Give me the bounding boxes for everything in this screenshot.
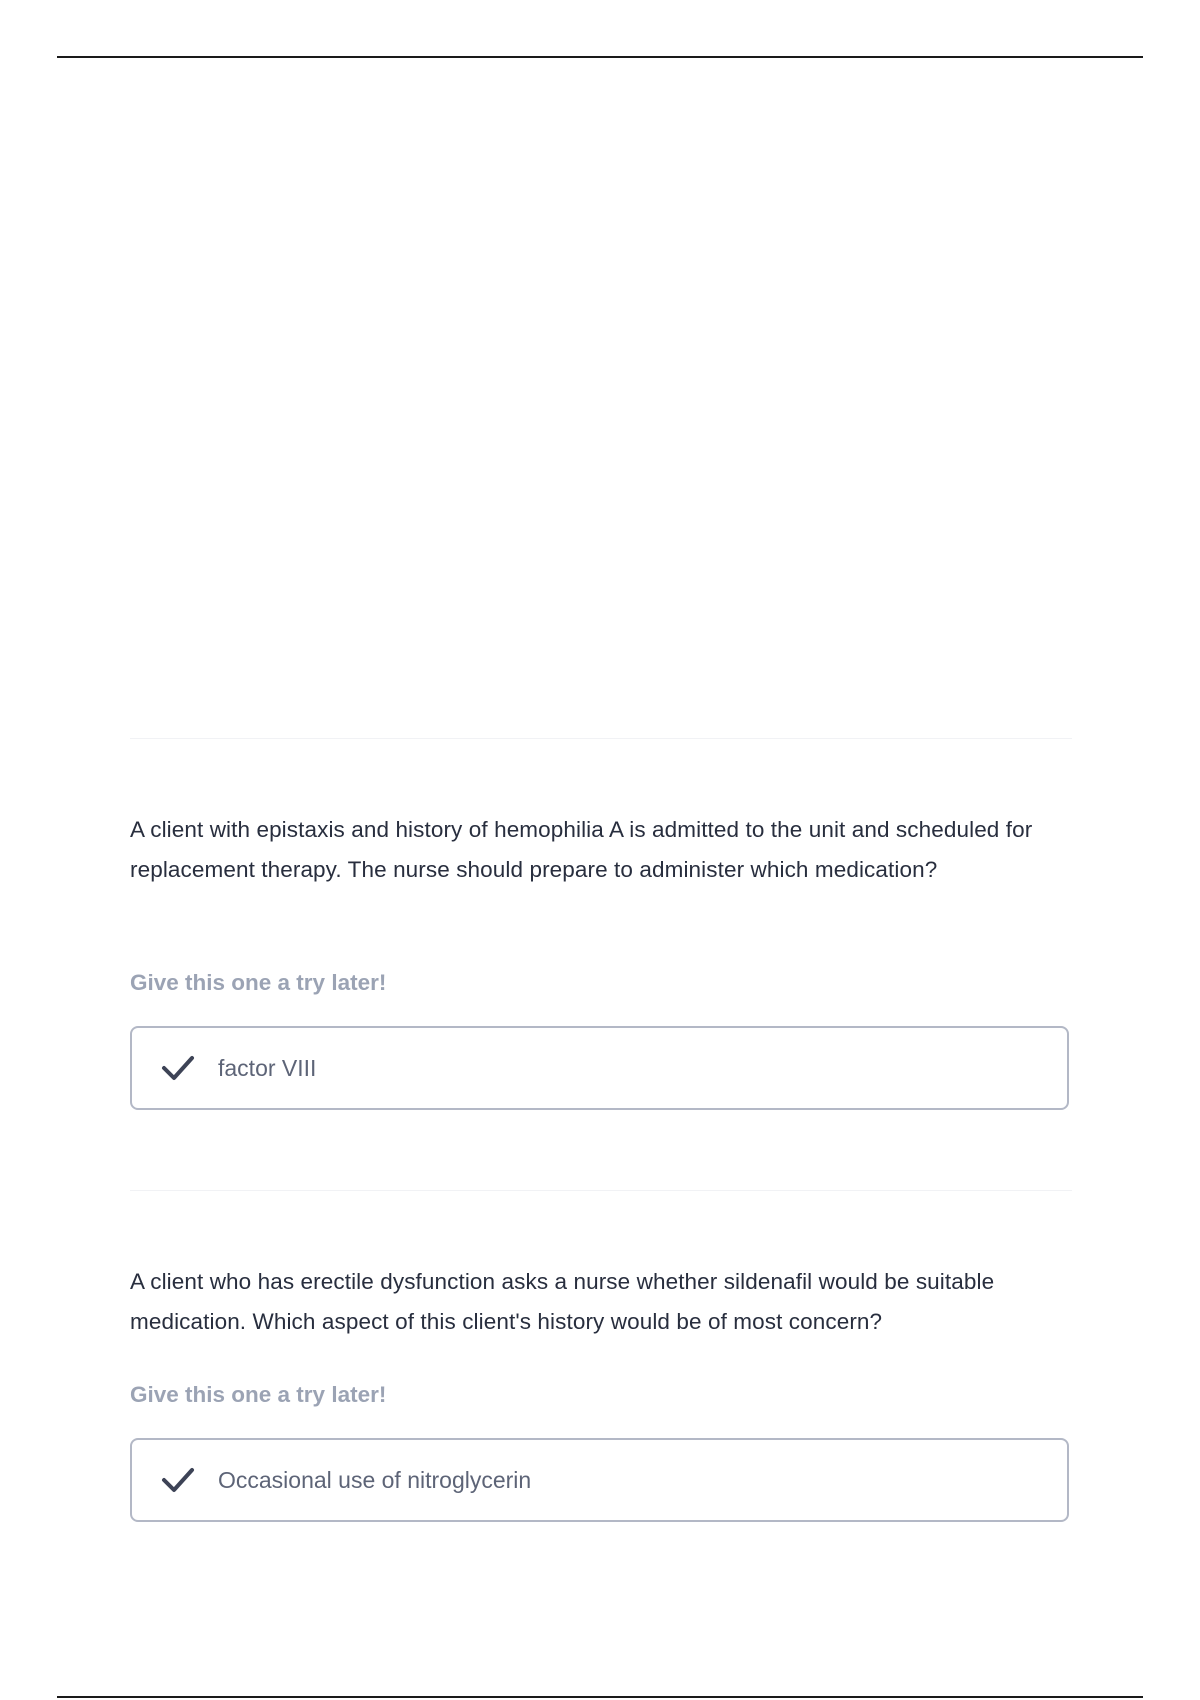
check-icon bbox=[160, 1050, 196, 1086]
section-divider bbox=[130, 1190, 1072, 1191]
question-card-2 bbox=[130, 1262, 1075, 1532]
answer-text: Occasional use of nitroglycerin bbox=[218, 1466, 532, 1493]
question-card-1 bbox=[130, 810, 1075, 1120]
question-text: A client who has erectile dysfunction asks a nurse whether sildenafil would be suitable medication. Which aspect of this client's history would be of most concern? bbox=[130, 1269, 995, 1334]
question-text: A client with epistaxis and history of hemophilia A is admitted to the unit and scheduled for replacement therapy. The nurse should prepare to administer which medication? bbox=[130, 817, 1033, 882]
section-divider bbox=[130, 738, 1072, 739]
top-rule bbox=[57, 56, 1143, 58]
try-later-hint: Give this one a try later! bbox=[130, 970, 387, 995]
answer-option[interactable] bbox=[130, 1026, 1069, 1110]
try-later-hint: Give this one a try later! bbox=[130, 1382, 387, 1407]
check-icon bbox=[160, 1462, 196, 1498]
bottom-rule bbox=[57, 1696, 1143, 1698]
answer-option[interactable] bbox=[130, 1438, 1069, 1522]
answer-text: factor VIII bbox=[218, 1054, 317, 1081]
